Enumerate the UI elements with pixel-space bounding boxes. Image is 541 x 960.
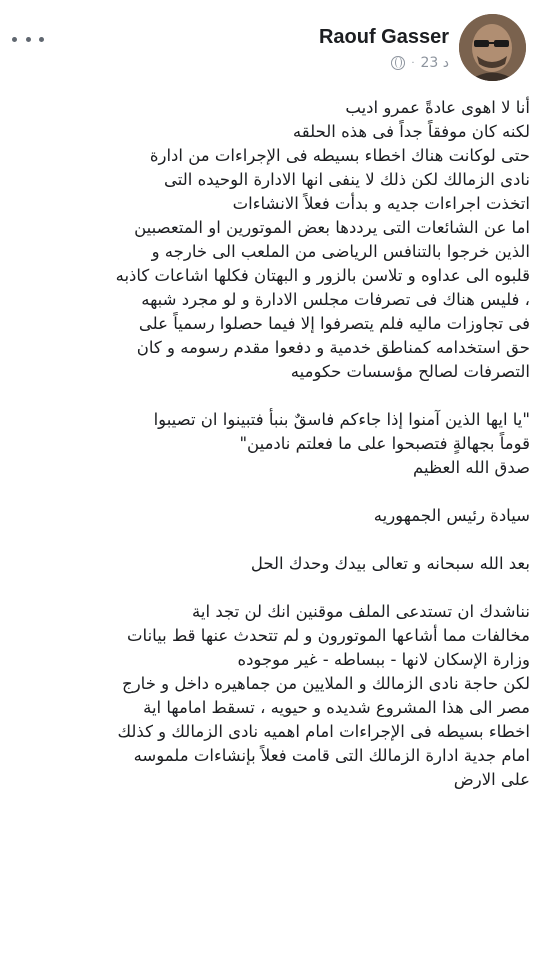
more-options-icon-dot [39,37,44,42]
more-options-icon-dot [26,37,31,42]
avatar-photo [459,14,526,81]
post-text-line: قوماً بجهالةٍ فتصبحوا على ما فعلتم نادمين" [239,434,530,453]
post-text-line: لكن حاجة نادى الزمالك و الملايين من جماهيره داخل و خارج [122,674,530,693]
post-text-line: أنا لا اهوى عادةً عمرو اديب [345,98,530,117]
post-text-line: وزارة الإسكان لانها - ببساطه - غير موجوده [237,650,530,669]
post-text-line: نناشدك ان تستدعى الملف موقنين انك لن تجد اية [192,602,530,621]
post-text-line: ، فليس هناك فى تصرفات مجلس الادارة و لو مجرد شبهه [141,290,530,309]
post-text-line: بعد الله سبحانه و تعالى بيدك وحدك الحل [250,554,530,573]
post-text-line: نادى الزمالك لكن ذلك لا ينفى انها الادارة الوحيده التى [164,170,530,189]
post-text-line: "يا ايها الذين آمنوا إذا جاءكم فاسقٌ بنبأ فتبينوا ان تصيبوا [153,410,530,429]
post-text-line: التصرفات لصالح مؤسسات حكوميه [290,362,530,381]
post-text-line: اتخذت اجراءات جديه و بدأت فعلاً الانشاءات [232,194,530,213]
paragraph-gap [10,480,530,504]
post-text-line: حتى لوكانت هناك اخطاء بسيطه فى الإجراءات من ادارة [149,146,530,165]
post-text [10,96,530,792]
post-text-line: اما عن الشائعات التى يرددها بعض الموتورين او المتعصبين [134,218,530,237]
post-text-line: فى تجاوزات ماليه فلم يتصرفوا إلا فيما حصلوا رسمياً على [138,314,530,333]
paragraph-gap [10,528,530,552]
post-text-line: مصر الى هذا المشروع شديده و حيويه ، تسقط امامها اية [143,698,530,717]
post-text-line: لكنه كان موفقاً جداً فى هذه الحلقه [292,122,530,141]
post-text-line: امام جدية ادارة الزمالك التى قامت فعلاً بإنشاءات ملموسه [133,746,530,765]
post-text-line: اخطاء بسيطه فى الإجراءات امام اهميه نادى الزمالك و كذلك [117,722,530,741]
globe-icon[interactable] [391,56,405,70]
post-text-line: حق استخدامه كمناطق خدمية و دفعوا مقدم رسومه و كان [136,338,530,357]
paragraph-gap [10,576,530,600]
post-text-line: قلبوه الى عداوه و تلاسن بالزور و البهتان فكلها اشاعات كاذبه [115,266,530,285]
paragraph-gap [10,384,530,408]
post-meta [391,55,449,71]
post-text-line: صدق الله العظيم [413,458,530,477]
post-text-line: على الارض [453,770,530,789]
more-options-icon [12,37,17,42]
post-header [0,0,541,82]
post-text-line: سيادة رئيس الجمهوريه [373,506,530,525]
post-time[interactable]: 23 د [420,55,449,71]
meta-separator: · [411,57,415,69]
avatar[interactable] [459,14,526,81]
post-text-line: الذين خرجوا بالتنافس الرياضى من الملعب الى خارجه و [151,242,530,261]
more-options-button[interactable] [12,30,44,48]
post-text-line: مخالفات مما أشاعها الموتورون و لم تتحدث عنها قط بيانات [127,626,530,645]
author-name[interactable]: Raouf Gasser [318,26,449,48]
